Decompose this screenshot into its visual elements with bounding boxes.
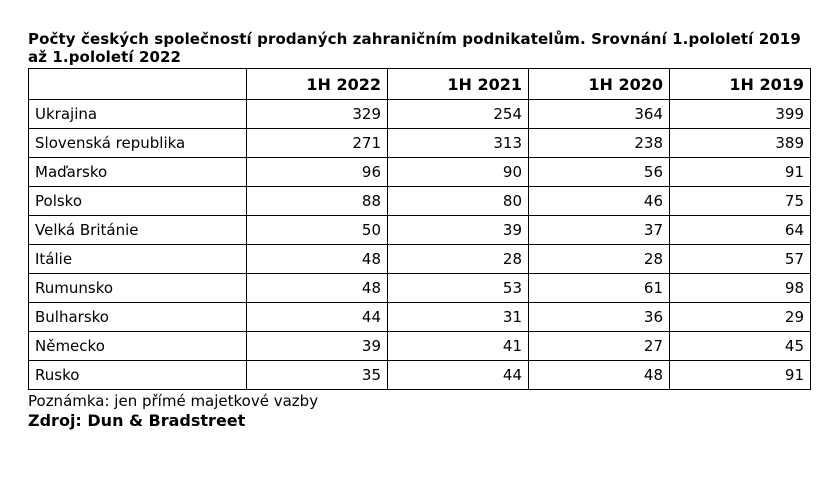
value-cell: 50 <box>247 216 388 245</box>
value-cell: 31 <box>388 303 529 332</box>
column-header: 1H 2020 <box>529 69 670 100</box>
value-cell: 48 <box>247 274 388 303</box>
value-cell: 35 <box>247 361 388 390</box>
value-cell: 44 <box>247 303 388 332</box>
table-source: Zdroj: Dun & Bradstreet <box>28 411 246 430</box>
column-header: 1H 2022 <box>247 69 388 100</box>
table-row <box>29 100 811 129</box>
value-cell: 44 <box>388 361 529 390</box>
country-cell: Maďarsko <box>29 158 247 187</box>
value-cell: 91 <box>670 158 811 187</box>
value-cell: 364 <box>529 100 670 129</box>
column-header: 1H 2021 <box>388 69 529 100</box>
value-cell: 329 <box>247 100 388 129</box>
country-cell: Rusko <box>29 361 247 390</box>
value-cell: 91 <box>670 361 811 390</box>
value-cell: 48 <box>529 361 670 390</box>
value-cell: 61 <box>529 274 670 303</box>
value-cell: 29 <box>670 303 811 332</box>
value-cell: 56 <box>529 158 670 187</box>
value-cell: 28 <box>388 245 529 274</box>
value-cell: 254 <box>388 100 529 129</box>
table-row <box>29 303 811 332</box>
country-cell: Ukrajina <box>29 100 247 129</box>
table-row <box>29 129 811 158</box>
value-cell: 39 <box>247 332 388 361</box>
value-cell: 64 <box>670 216 811 245</box>
table-body <box>29 100 811 390</box>
value-cell: 37 <box>529 216 670 245</box>
table-header-row <box>29 69 811 100</box>
value-cell: 399 <box>670 100 811 129</box>
table-row <box>29 332 811 361</box>
table-row <box>29 274 811 303</box>
table-row <box>29 158 811 187</box>
value-cell: 45 <box>670 332 811 361</box>
country-cell: Itálie <box>29 245 247 274</box>
document <box>28 30 810 431</box>
value-cell: 57 <box>670 245 811 274</box>
country-cell: Slovenská republika <box>29 129 247 158</box>
value-cell: 48 <box>247 245 388 274</box>
table-row <box>29 361 811 390</box>
page-title: Počty českých společností prodaných zahraničním podnikatelům. Srovnání 1.pololetí 2019 až 1.pololetí 2022 <box>28 30 801 66</box>
value-cell: 389 <box>670 129 811 158</box>
table-corner-cell <box>29 69 247 100</box>
country-cell: Rumunsko <box>29 274 247 303</box>
data-table <box>28 68 811 390</box>
country-cell: Velká Británie <box>29 216 247 245</box>
value-cell: 39 <box>388 216 529 245</box>
value-cell: 27 <box>529 332 670 361</box>
country-cell: Německo <box>29 332 247 361</box>
value-cell: 88 <box>247 187 388 216</box>
value-cell: 96 <box>247 158 388 187</box>
table-row <box>29 245 811 274</box>
value-cell: 80 <box>388 187 529 216</box>
value-cell: 98 <box>670 274 811 303</box>
table-row <box>29 216 811 245</box>
value-cell: 41 <box>388 332 529 361</box>
column-header: 1H 2019 <box>670 69 811 100</box>
value-cell: 238 <box>529 129 670 158</box>
table-note: Poznámka: jen přímé majetkové vazby <box>28 392 319 410</box>
value-cell: 313 <box>388 129 529 158</box>
country-cell: Bulharsko <box>29 303 247 332</box>
value-cell: 36 <box>529 303 670 332</box>
table-row <box>29 187 811 216</box>
value-cell: 75 <box>670 187 811 216</box>
value-cell: 90 <box>388 158 529 187</box>
value-cell: 271 <box>247 129 388 158</box>
value-cell: 28 <box>529 245 670 274</box>
value-cell: 46 <box>529 187 670 216</box>
country-cell: Polsko <box>29 187 247 216</box>
value-cell: 53 <box>388 274 529 303</box>
